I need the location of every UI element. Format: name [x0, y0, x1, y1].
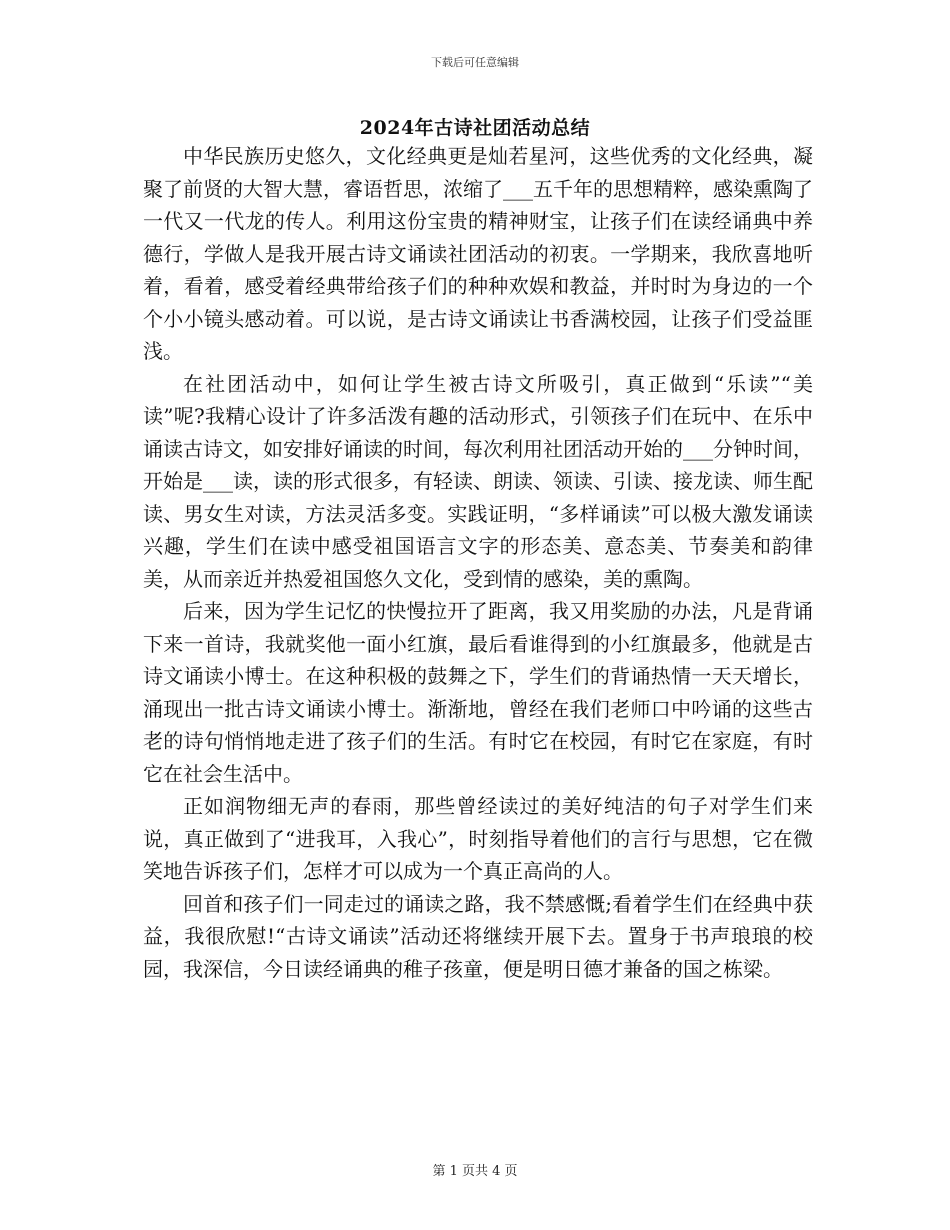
- document-title: 2024年古诗社团活动总结: [359, 117, 591, 139]
- paragraph: 在社团活动中，如何让学生被古诗文所吸引，真正做到“乐读”“美读”呢?我精心设计了许多活泼有趣的活动形式，引领孩子们在玩中、在乐中诵读古诗文，如安排好诵读的时间，每次利用社团活动开始的___分钟时间，开始是___读，读的形式很多，有轻读、朗读、领读、引读、接龙读、师生配读、男女生对读，方法灵活多变。实践证明，“多样诵读”可以极大激发诵读兴趣，学生们在读中感受祖国语言文字的形态美、意态美、节奏美和韵律美，从而亲近并热爱祖国悠久文化，受到情的感染，美的熏陶。: [143, 371, 813, 591]
- paragraph: 正如润物细无声的春雨，那些曾经读过的美好纯洁的句子对学生们来说，真正做到了“进我耳，入我心”，时刻指导着他们的言行与思想，它在微笑地告诉孩子们，怎样才可以成为一个真正高尚的人。: [143, 794, 813, 883]
- paragraph: 中华民族历史悠久，文化经典更是灿若星河，这些优秀的文化经典，凝聚了前贤的大智大慧，睿语哲思，浓缩了___五千年的思想精粹，感染熏陶了一代又一代龙的传人。利用这份宝贵的精神财宝，让孩子们在读经诵典中养德行，学做人是我开展古诗文诵读社团活动的初衷。一学期来，我欣喜地听着，看着，感受着经典带给孩子们的种种欢娱和教益，并时时为身边的一个个小小镜头感动着。可以说，是古诗文诵读让书香满校园，让孩子们受益匪浅。: [143, 144, 813, 363]
- document-body: [143, 140, 813, 985]
- page-number: 第 1 页共 4 页: [432, 1164, 518, 1179]
- paragraph: 后来，因为学生记忆的快慢拉开了距离，我又用奖励的办法，凡是背诵下来一首诗，我就奖他一面小红旗，最后看谁得到的小红旗最多，他就是古诗文诵读小博士。在这种积极的鼓舞之下，学生们的背诵热情一天天增长，涌现出一批古诗文诵读小博士。渐渐地，曾经在我们老师口中吟诵的这些古老的诗句悄悄地走进了孩子们的生活。有时它在校园，有时它在家庭，有时它在社会生活中。: [143, 599, 813, 786]
- page-header: 下载后可任意编辑: [431, 56, 519, 69]
- paragraph: 回首和孩子们一同走过的诵读之路，我不禁感慨;看着学生们在经典中获益，我很欣慰!“古诗文诵读”活动还将继续开展下去。置身于书声琅琅的校园，我深信，今日读经诵典的稚子孩童，便是明日德才兼备的国之栋梁。: [143, 891, 813, 981]
